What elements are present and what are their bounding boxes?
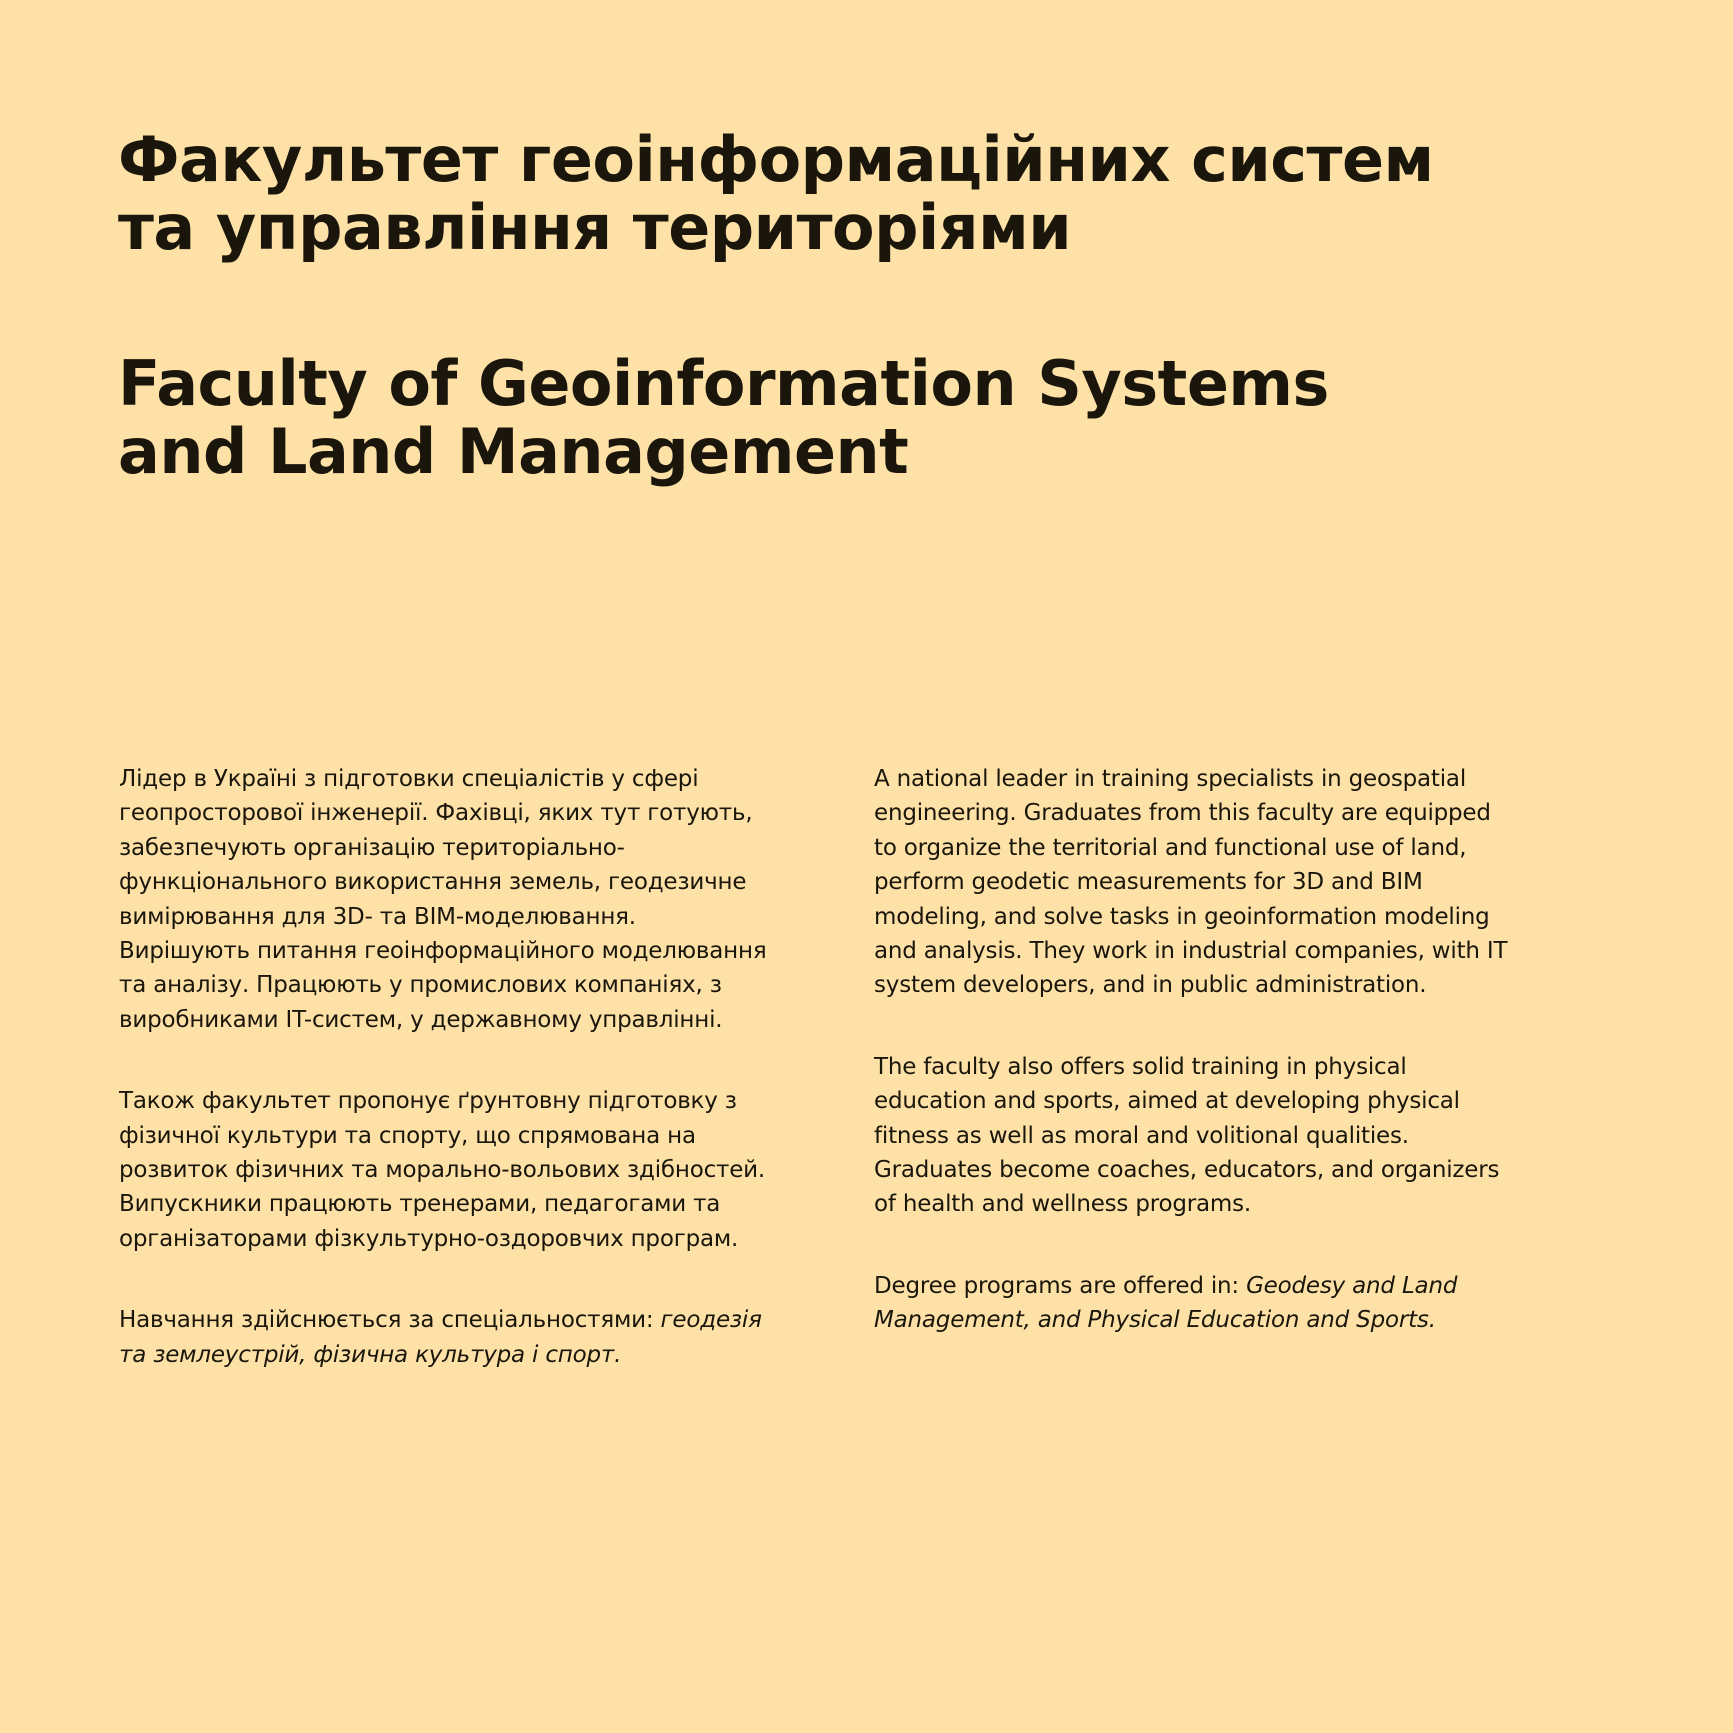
title-ukrainian: Факультет геоінформаційних систем та управління територіями [118, 123, 1434, 264]
ukrainian-programs-list: геодезія та землеустрій, фізична культура і спорт. [119, 1307, 762, 1368]
ukrainian-paragraph-programs [119, 1303, 839, 1372]
ukrainian-programs-intro: Навчання здійснюється за спеціальностями: [119, 1307, 661, 1334]
ukrainian-column [119, 762, 839, 1372]
english-paragraph-sports: The faculty also offers solid training in physical education and sports, aimed at developing physical fitness as well as moral and volitional qualities. Graduates become coaches, educators, and organizers of health and wellness programs. [874, 1053, 1500, 1218]
heading-block [118, 123, 1638, 488]
english-paragraph-geospatial: A national leader in training specialists in geospatial engineering. Graduates from this faculty are equipped to organize the territorial and functional use of land, perform geodetic measurements for 3D and BIM modeling, and solve tasks in geoinformation modeling and analysis. They work in industrial companies, with IT system developers, and in public administration. [874, 766, 1508, 999]
title-english: Faculty of Geoinformation Systems and Land Management [118, 347, 1329, 488]
ukrainian-paragraph-geospatial: Лідер в Україні з підготовки спеціалістів у сфері геопросторової інженерії. Фахівці, яких тут готують, забезпечують організацію територіально- функціонального використання земель, геодезичне вимірювання для 3D- та BIM-моделювання. Вирішують питання геоінформаційного моделювання та аналізу. Працюють у промислових компаніях, з виробниками IT-систем, у державному управлінні. [119, 766, 767, 1033]
english-programs-intro: Degree programs are offered in: [874, 1272, 1247, 1299]
english-column [874, 762, 1594, 1338]
english-paragraph-programs [874, 1269, 1594, 1338]
ukrainian-paragraph-sports: Також факультет пропонує ґрунтовну підготовку з фізичної культури та спорту, що спрямована на розвиток фізичних та морально-вольових здібностей. Випускники працюють тренерами, педагогами та організаторами фізкультурно-оздоровчих програм. [119, 1088, 766, 1252]
english-programs-list: Geodesy and Land Management, and Physical Education and Sports. [874, 1272, 1458, 1334]
